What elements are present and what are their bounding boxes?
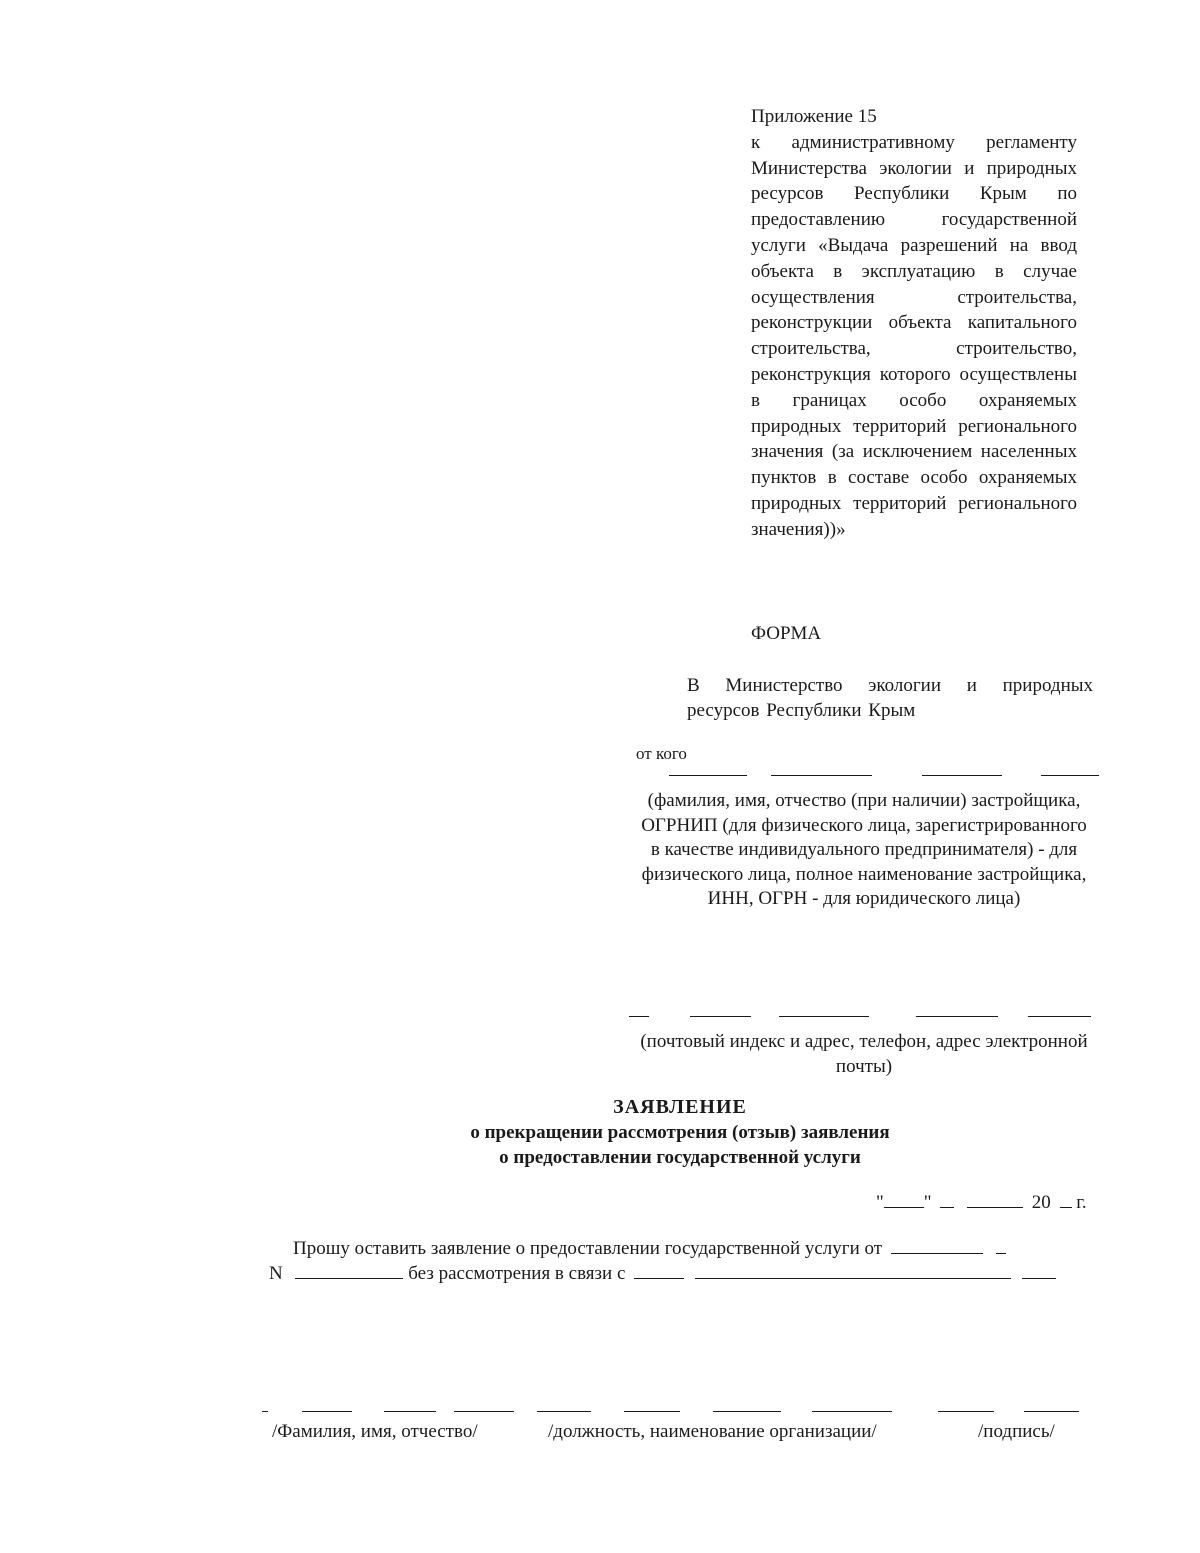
title-line-3: о предоставлении государственной услуги bbox=[499, 1147, 861, 1168]
applicant-caption: (фамилия, имя, отчество (при наличии) застройщика, ОГРНИП (для физического лица, зарегистрированного в качестве индивидуального предпринимателя) - для физического лица, полное наименование застройщика, ИНН, ОГРН - для юридического лица) bbox=[641, 790, 1087, 909]
line-segment bbox=[779, 1016, 869, 1017]
signature-position-label: /должность, наименование организации/ bbox=[548, 1421, 877, 1442]
number-label: N bbox=[269, 1263, 283, 1284]
year-prefix: 20 bbox=[1031, 1192, 1051, 1213]
line-segment bbox=[629, 1016, 649, 1017]
request-text-2: без рассмотрения в связи с bbox=[408, 1263, 626, 1284]
line-segment bbox=[938, 1411, 994, 1412]
reason-blank-3[interactable] bbox=[1022, 1260, 1056, 1279]
annex-title: Приложение 15 bbox=[751, 106, 877, 127]
line-segment bbox=[624, 1411, 680, 1412]
request-text-1: Прошу оставить заявление о предоставлении государственной услуги от bbox=[293, 1238, 883, 1259]
reason-blank-1[interactable] bbox=[634, 1260, 684, 1279]
line-segment bbox=[384, 1411, 436, 1412]
line-segment bbox=[669, 775, 747, 776]
address-caption: (почтовый индекс и адрес, телефон, адрес электронной почты) bbox=[640, 1031, 1088, 1077]
line-segment bbox=[922, 775, 1002, 776]
reason-blank-2[interactable] bbox=[695, 1260, 1011, 1279]
title-line-2: о прекращении рассмотрения (отзыв) заявления bbox=[470, 1122, 890, 1143]
line-segment bbox=[713, 1411, 781, 1412]
line-segment bbox=[690, 1016, 751, 1017]
annex-body: к административному регламенту Министерства экологии и природных ресурсов Республики Крым по предоставлению государственной услуги «Выдача разрешений на ввод объекта в эксплуатацию в случае осуществления строительства, реконструкции объекта капитального строительства, строительство, реконструкция которого осуществлены в границах особо охраняемых природных территорий регионального значения (за исключением населенных пунктов в составе особо охраняемых природных территорий регионального значения))» bbox=[751, 131, 1077, 540]
line-segment bbox=[1028, 1016, 1091, 1017]
line-segment bbox=[302, 1411, 352, 1412]
addressee: В Министерство экологии и природных ресурсов Республики Крым bbox=[687, 675, 1093, 721]
line-segment bbox=[1024, 1411, 1079, 1412]
application-number-blank[interactable] bbox=[295, 1260, 403, 1279]
title-main: ЗАЯВЛЕНИЕ bbox=[613, 1096, 747, 1118]
date-quote-open: " bbox=[876, 1192, 884, 1213]
request-line-2 bbox=[269, 1260, 1056, 1285]
document-title bbox=[300, 1095, 1060, 1170]
line-segment bbox=[771, 775, 872, 776]
line-segment bbox=[812, 1411, 892, 1412]
form-label: ФОРМА bbox=[751, 623, 822, 644]
line-segment bbox=[537, 1411, 591, 1412]
from-label: от кого bbox=[636, 744, 687, 763]
application-date-blank[interactable] bbox=[891, 1235, 983, 1254]
application-date-blank-tail[interactable] bbox=[996, 1235, 1006, 1254]
request-line-1 bbox=[293, 1235, 1006, 1260]
signature-name-label: /Фамилия, имя, отчество/ bbox=[272, 1421, 478, 1442]
month-blank[interactable] bbox=[967, 1189, 1023, 1208]
day-blank[interactable] bbox=[884, 1189, 924, 1208]
date-field[interactable] bbox=[876, 1189, 1087, 1214]
line-segment bbox=[1041, 775, 1099, 776]
month-blank-start[interactable] bbox=[940, 1189, 954, 1208]
line-segment bbox=[262, 1411, 268, 1412]
line-segment bbox=[916, 1016, 998, 1017]
line-segment bbox=[454, 1411, 514, 1412]
year-suffix: г. bbox=[1076, 1192, 1087, 1213]
year-blank[interactable] bbox=[1060, 1189, 1072, 1208]
date-quote-close: " bbox=[923, 1192, 932, 1213]
signature-sign-label: /подпись/ bbox=[978, 1421, 1055, 1442]
annex-header bbox=[751, 104, 1077, 543]
